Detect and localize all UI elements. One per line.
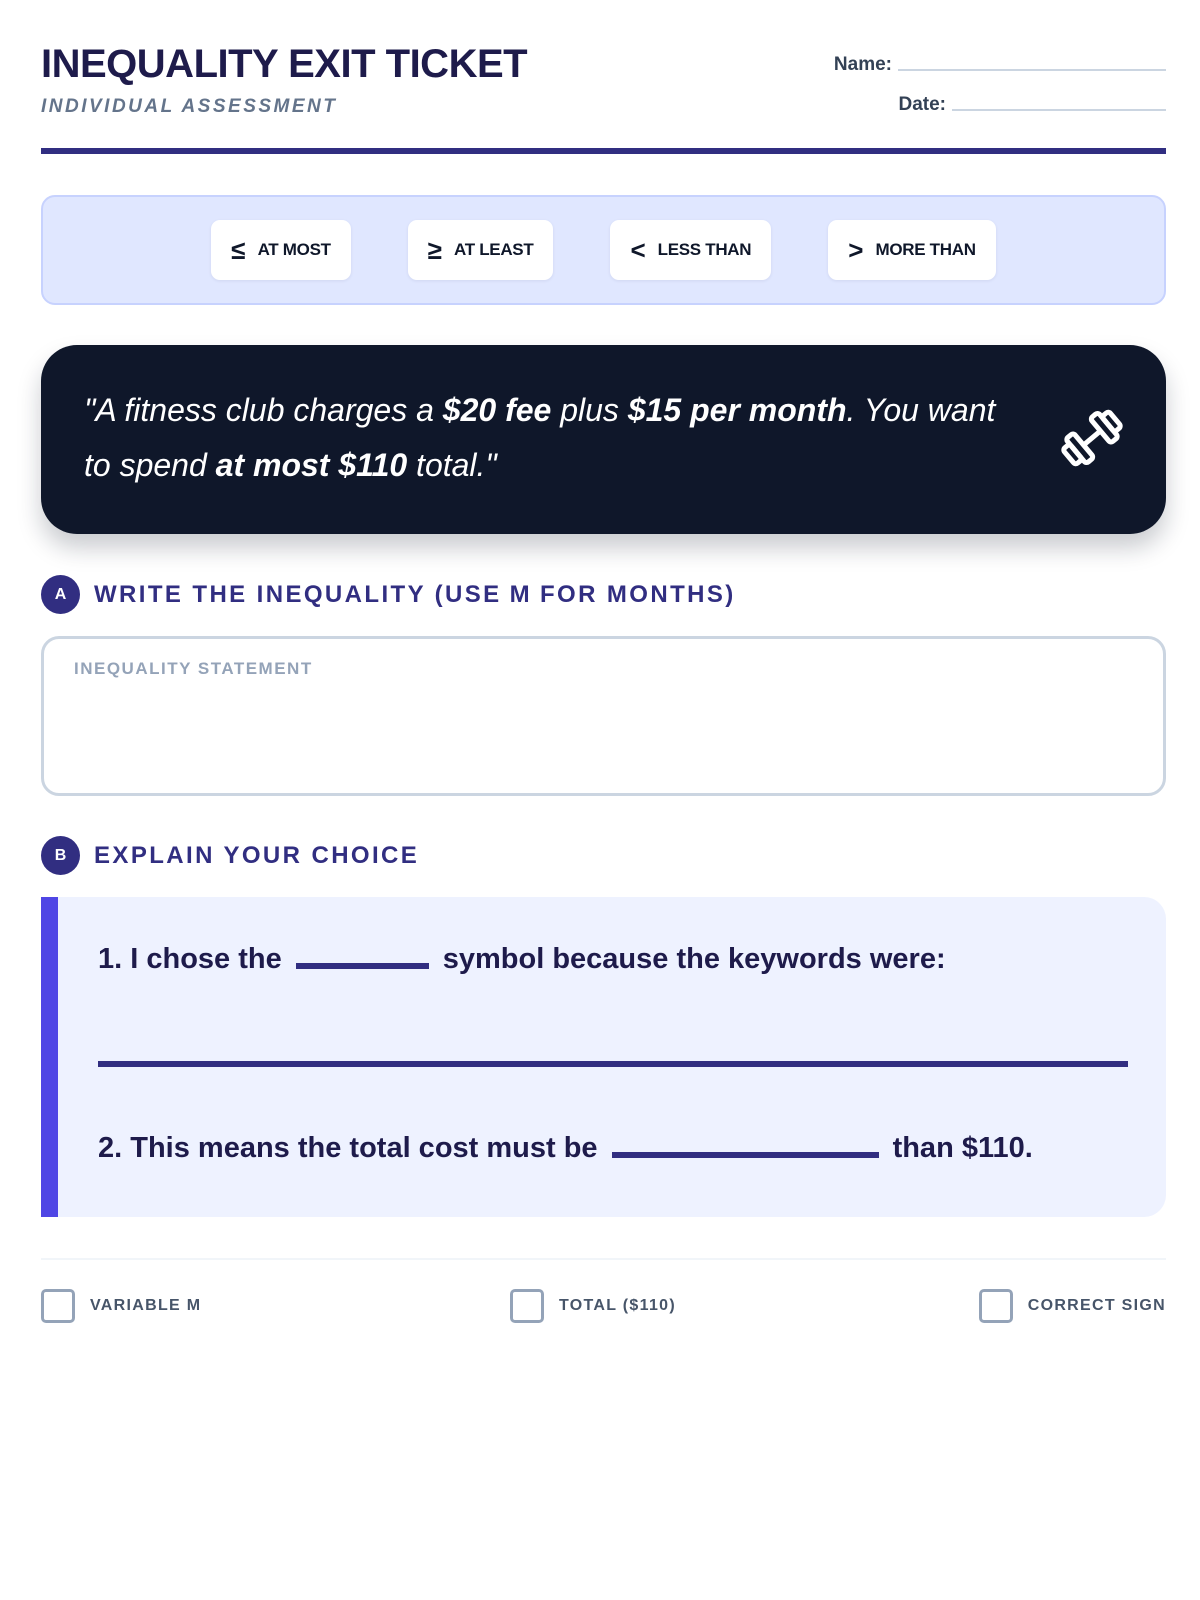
sentence-1-start: 1. I chose the bbox=[98, 943, 282, 975]
scenario-fee: $20 fee bbox=[442, 392, 552, 428]
checklist-label: VARIABLE M bbox=[90, 1297, 202, 1314]
checklist-divider bbox=[41, 1258, 1166, 1260]
less-than-symbol: < bbox=[630, 234, 646, 265]
section-a-title bbox=[94, 581, 736, 609]
name-field[interactable] bbox=[834, 54, 1166, 76]
date-label: Date: bbox=[898, 94, 946, 115]
scenario-open: "A fitness club charges a bbox=[84, 392, 443, 428]
section-a-variable: M bbox=[509, 580, 532, 608]
name-label: Name: bbox=[833, 54, 892, 75]
legend-label: AT LEAST bbox=[453, 240, 534, 259]
date-line[interactable] bbox=[952, 109, 1166, 111]
dumbbell-icon bbox=[1059, 405, 1125, 471]
explain-sentence-1 bbox=[98, 943, 946, 976]
explain-accent-bar bbox=[41, 897, 58, 1217]
sentence-2-start: 2. This means the total cost must be bbox=[98, 1132, 598, 1164]
checklist-item-sign[interactable] bbox=[979, 1289, 1166, 1323]
legend-chip-more-than bbox=[828, 220, 995, 280]
header-divider bbox=[41, 148, 1166, 154]
section-a-badge: A bbox=[41, 575, 80, 614]
scenario-monthly: $15 per month bbox=[627, 392, 847, 428]
sentence-2-end: than $110. bbox=[892, 1132, 1033, 1164]
less-equal-symbol: ≤ bbox=[231, 234, 246, 265]
scenario-close: total." bbox=[407, 447, 497, 483]
legend-label: MORE THAN bbox=[875, 240, 976, 259]
explain-panel bbox=[41, 897, 1166, 1217]
section-b-title: EXPLAIN YOUR CHOICE bbox=[94, 841, 420, 869]
scenario-plus: plus bbox=[551, 392, 628, 428]
legend-chip-at-most bbox=[211, 220, 350, 280]
checklist-label: TOTAL ($110) bbox=[559, 1297, 676, 1314]
scenario-text bbox=[84, 383, 1024, 493]
inequality-placeholder: INEQUALITY STATEMENT bbox=[74, 659, 313, 678]
legend-label: AT MOST bbox=[257, 240, 331, 259]
legend-chip-less-than bbox=[610, 220, 771, 280]
comparison-blank[interactable] bbox=[612, 1152, 879, 1158]
checkbox[interactable] bbox=[41, 1289, 75, 1323]
section-a-title-end: FOR MONTHS) bbox=[539, 580, 736, 608]
legend-label: LESS THAN bbox=[657, 240, 752, 259]
scenario-middle: . You want to spend bbox=[84, 392, 996, 483]
inequality-input[interactable] bbox=[41, 636, 1166, 796]
scenario-card bbox=[41, 345, 1166, 534]
section-a-title-start: WRITE THE INEQUALITY (USE bbox=[94, 580, 502, 608]
legend-chip-at-least bbox=[408, 220, 554, 280]
checklist-item-variable[interactable] bbox=[41, 1289, 201, 1323]
explain-sentence-2 bbox=[98, 1132, 1033, 1165]
page-subtitle: INDIVIDUAL ASSESSMENT bbox=[41, 96, 338, 117]
checklist-item-total[interactable] bbox=[510, 1289, 676, 1323]
checkbox[interactable] bbox=[979, 1289, 1013, 1323]
checkbox[interactable] bbox=[510, 1289, 544, 1323]
checklist-label: CORRECT SIGN bbox=[1027, 1297, 1166, 1314]
section-b-badge: B bbox=[41, 836, 80, 875]
date-field[interactable] bbox=[898, 94, 1166, 116]
sentence-1-end: symbol because the keywords were: bbox=[442, 943, 946, 975]
symbol-blank[interactable] bbox=[296, 963, 429, 969]
keywords-blank[interactable] bbox=[98, 1061, 1128, 1067]
page-title: INEQUALITY EXIT TICKET bbox=[41, 42, 528, 86]
scenario-limit: at most $110 bbox=[215, 447, 408, 483]
greater-than-symbol: > bbox=[848, 234, 864, 265]
name-line[interactable] bbox=[898, 69, 1166, 71]
section-a-heading bbox=[41, 575, 736, 614]
greater-equal-symbol: ≥ bbox=[427, 234, 442, 265]
symbol-legend bbox=[41, 195, 1166, 305]
section-b-heading bbox=[41, 836, 419, 875]
